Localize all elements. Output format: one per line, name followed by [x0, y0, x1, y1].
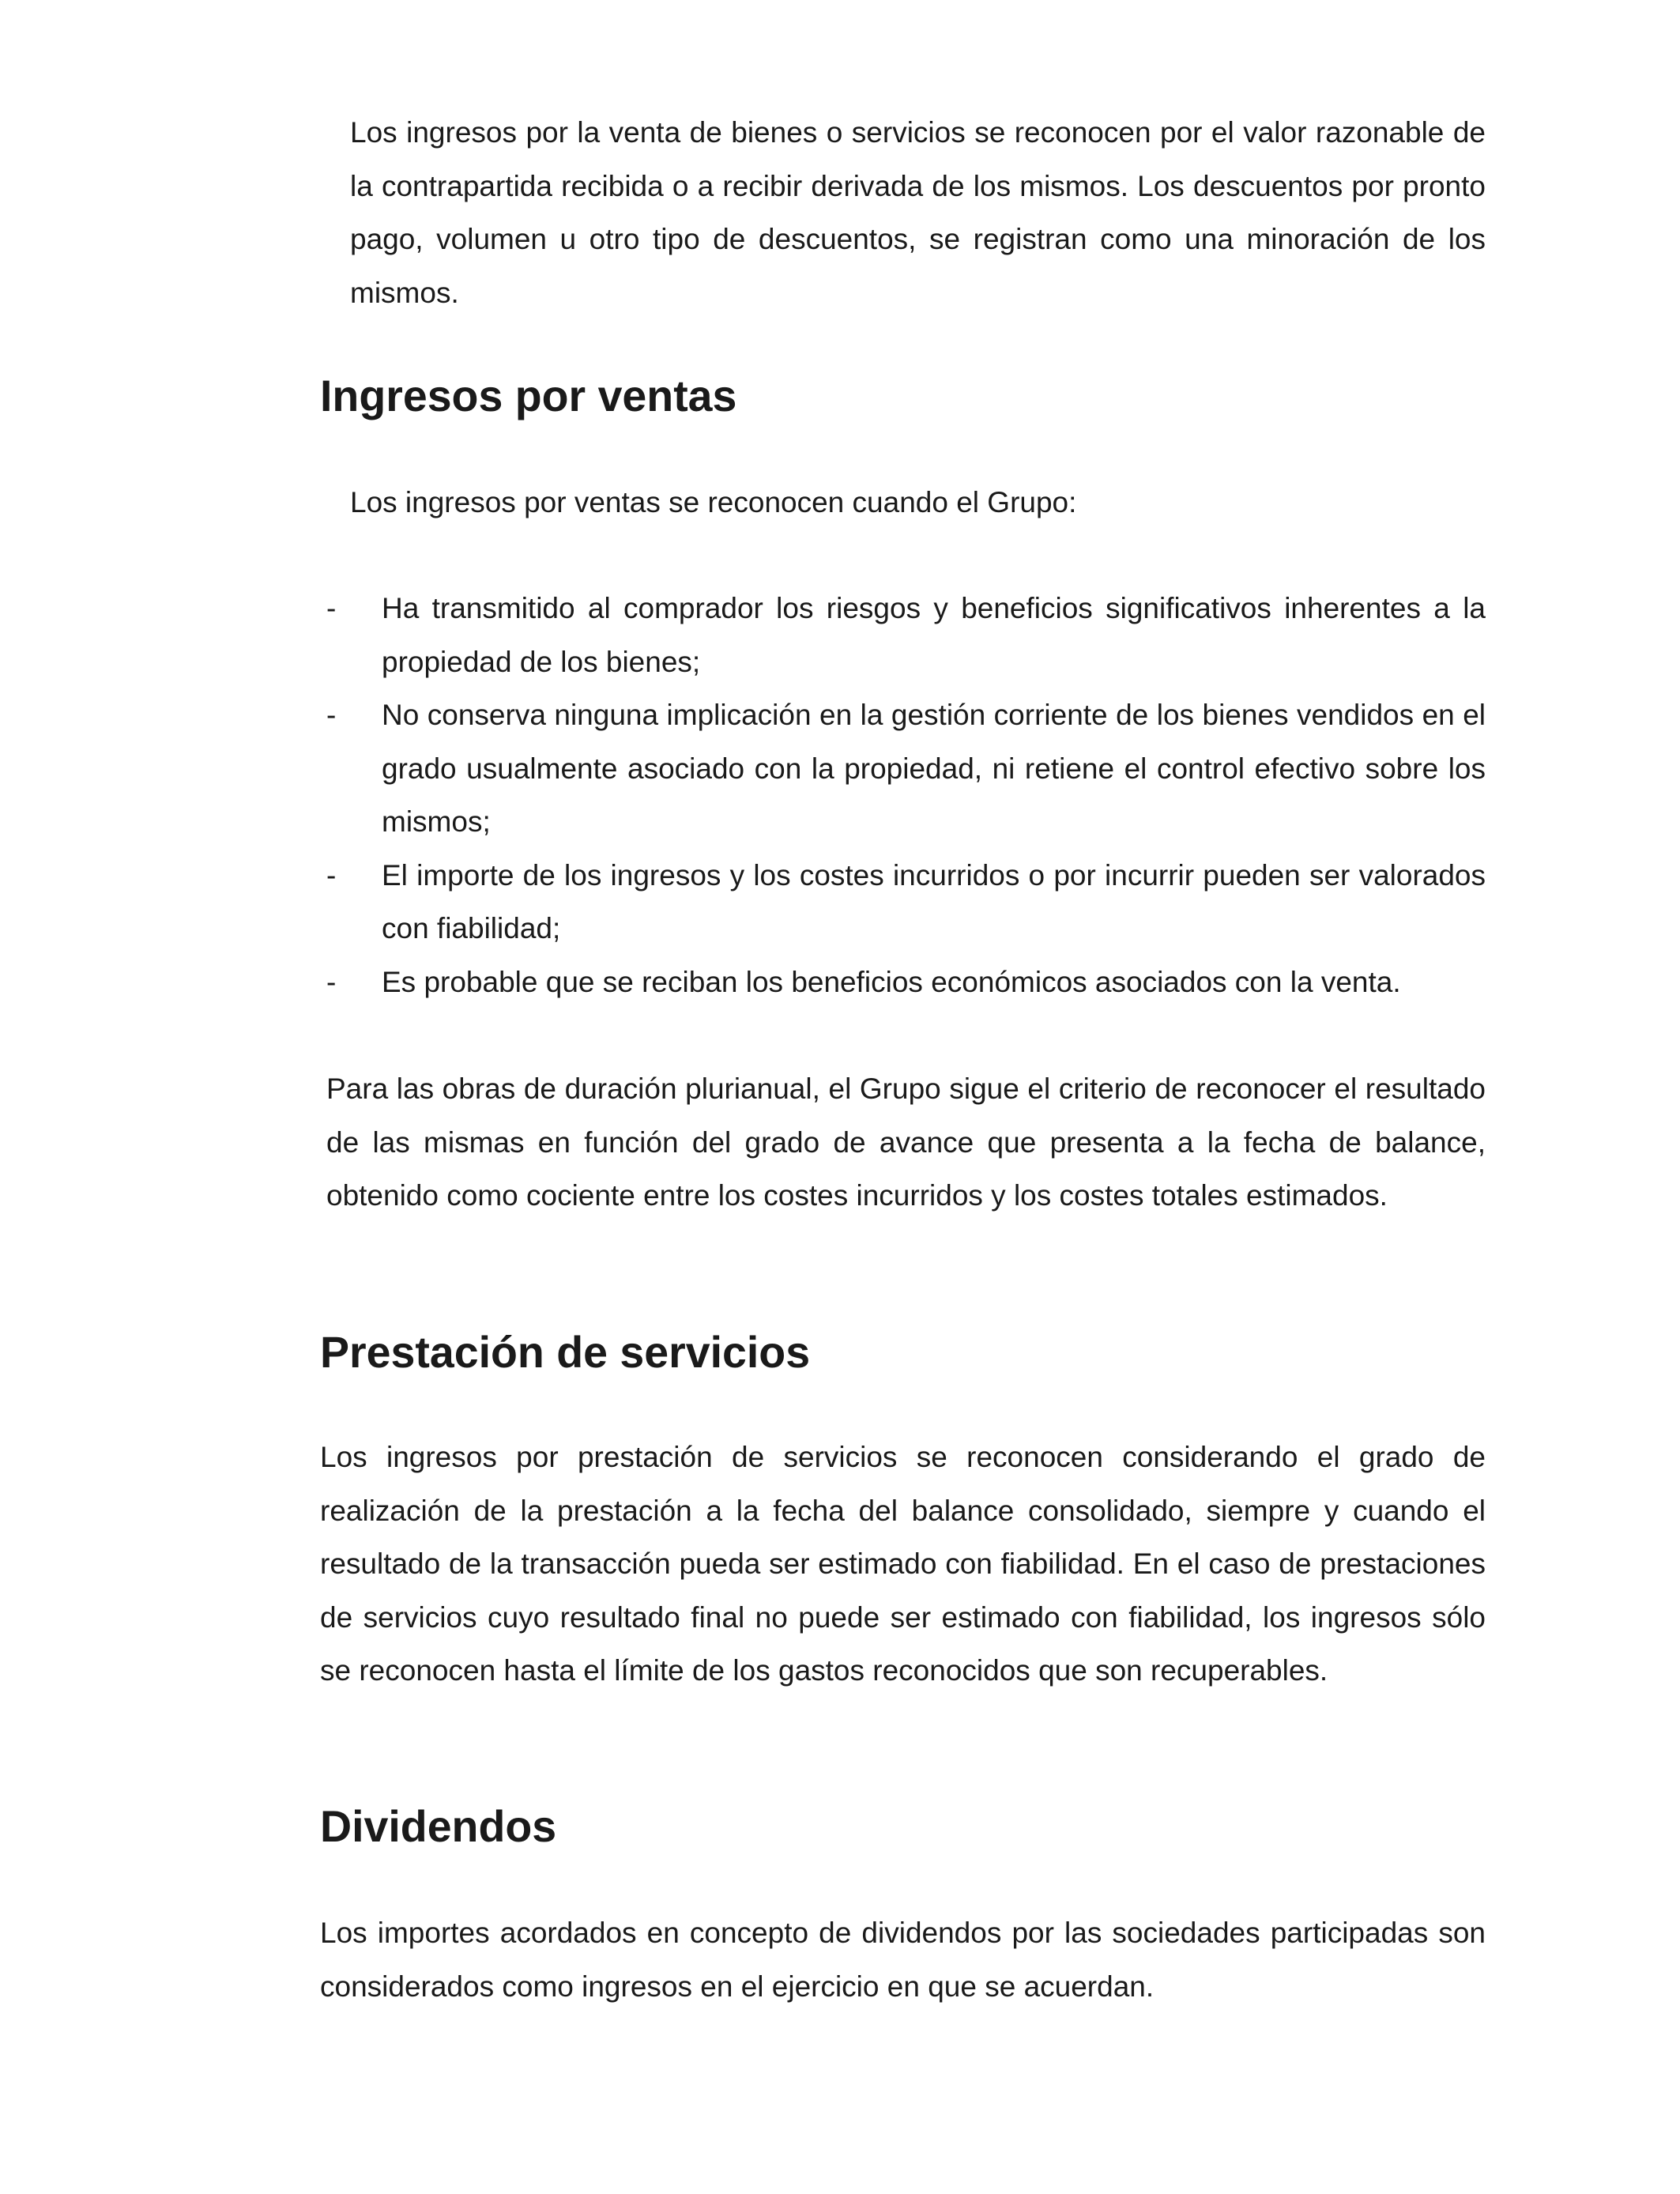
intro-paragraph: Los ingresos por la venta de bienes o servicios se reconocen por el valor razonable de la contrapartida recibida o a recibir derivada de los mismos. Los descuentos por pronto pago, volumen u otro tipo de descuentos, se registran como una minoración de los mismos. — [350, 116, 1486, 309]
dividendos-paragraph: Los importes acordados en concepto de dividendos por las sociedades participadas son considerados como ingresos en el ejercicio en que se acuerdan. — [320, 1917, 1486, 2003]
bullet-dash: - — [326, 858, 337, 892]
bullet-dash: - — [326, 699, 337, 731]
list-item — [324, 582, 1486, 688]
bullet-dash: - — [326, 965, 337, 998]
list-item-text: No conserva ninguna implicación en la gestión corriente de los bienes vendidos en el grado usualmente asociado con la propiedad, ni retiene el control efectivo sobre los mismos; — [382, 699, 1486, 838]
ventas-lead-paragraph: Los ingresos por ventas se reconocen cuando el Grupo: — [350, 486, 1077, 518]
prestacion-servicios-paragraph: Los ingresos por prestación de servicios se reconocen considerando el grado de realización de la prestación a la fecha del balance consolidado, siempre y cuando el resultado de la transacción pueda ser estimado con fiabilidad. En el caso de prestaciones de servicios cuyo resultado final no puede ser estimado con fiabilidad, los ingresos sólo se reconocen hasta el límite de los gastos reconocidos que son recuperables. — [320, 1441, 1486, 1687]
section-heading-ingresos-por-ventas: Ingresos por ventas — [320, 371, 737, 420]
bullet-dash: - — [326, 592, 337, 624]
list-item-text: El importe de los ingresos y los costes incurridos o por incurrir pueden ser valorados con fiabilidad; — [382, 858, 1486, 944]
ventas-criteria-list — [324, 582, 1486, 1008]
section-heading-prestacion-de-servicios: Prestación de servicios — [320, 1328, 811, 1377]
obras-plurianuales-paragraph: Para las obras de duración plurianual, el Grupo sigue el criterio de reconocer el resultado de las mismas en función del grado de avance que presenta a la fecha de balance, obtenido como cociente entre los costes incurridos y los costes totales estimados. — [326, 1072, 1486, 1212]
section-heading-dividendos: Dividendos — [320, 1802, 557, 1851]
list-item — [324, 849, 1486, 956]
list-item — [324, 956, 1486, 1009]
list-item-text: Ha transmitido al comprador los riesgos y beneficios significativos inherentes a la propiedad de los bienes; — [382, 592, 1486, 678]
list-item-text: Es probable que se reciban los beneficios económicos asociados con la venta. — [382, 965, 1401, 998]
list-item — [324, 688, 1486, 849]
